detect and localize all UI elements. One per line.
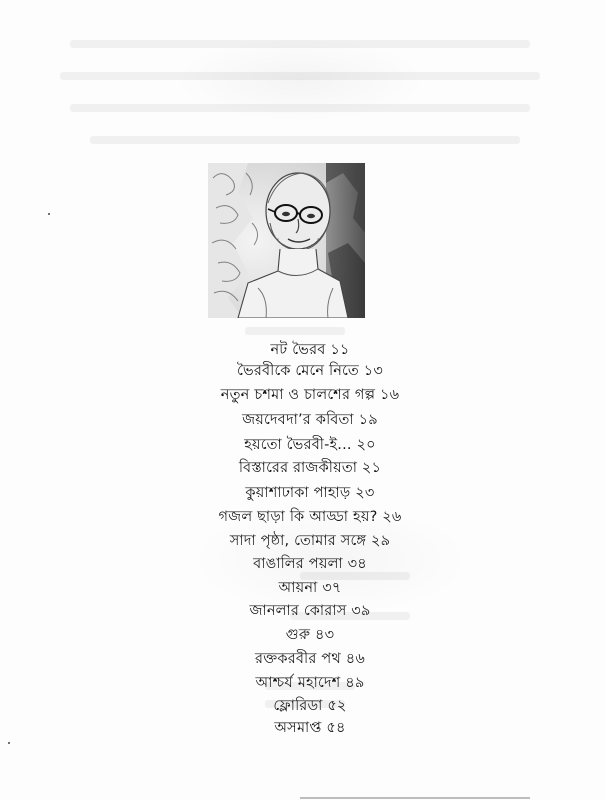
toc-entry[interactable]: জানলার কোরাস ৩৯ (249, 603, 371, 619)
toc-entry[interactable]: সাদা পৃষ্ঠা, তোমার সঙ্গে ২৯ (229, 533, 391, 549)
toc-entry[interactable]: আয়না ৩৭ (278, 580, 342, 596)
show-through-line (60, 72, 540, 80)
show-through-line (90, 136, 520, 144)
author-photo (208, 163, 365, 318)
portrait-photo-icon (208, 163, 365, 318)
toc-entry[interactable]: নট ভৈরব ১১ (270, 342, 350, 358)
toc-entry[interactable]: জয়দেবদা’র কবিতা ১৯ (242, 412, 378, 428)
toc-entry[interactable]: ফ্লোরিডা ৫২ (273, 698, 347, 714)
toc-entry[interactable]: কুয়াশাঢাকা পাহাড় ২৩ (245, 485, 375, 501)
toc-entry[interactable]: হয়তো ভৈরবী-ই... ২০ (244, 437, 376, 453)
toc-entry[interactable]: বাঙালির পয়লা ৩৪ (253, 556, 367, 572)
toc-entry[interactable]: ভৈরবীকে মেনে নিতে ১৩ (236, 363, 384, 379)
page-speck (48, 213, 50, 215)
toc-entry[interactable]: নতুন চশমা ও চালশের গল্প ১৬ (220, 387, 400, 403)
toc-entry[interactable]: বিস্তারের রাজকীয়তা ২১ (238, 460, 382, 476)
show-through-line (70, 40, 530, 48)
show-through-line (70, 104, 530, 112)
toc-entry[interactable]: গজল ছাড়া কি আড্ডা হয়? ২৬ (218, 509, 402, 525)
toc-entry[interactable]: আশ্চর্য মহাদেশ ৪৯ (255, 675, 365, 691)
toc-entry[interactable]: রক্তকরবীর পথ ৪৬ (254, 651, 366, 667)
page-bottom-edge (300, 797, 530, 799)
toc-entry[interactable]: গুরু ৪৩ (285, 627, 335, 643)
toc-entry[interactable]: অসমাপ্ত ৫৪ (274, 720, 346, 736)
page-speck (8, 742, 10, 744)
show-through-line (245, 327, 345, 335)
